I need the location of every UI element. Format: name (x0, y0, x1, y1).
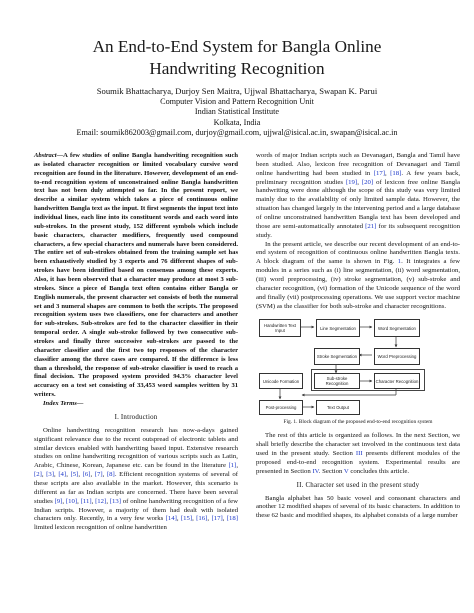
intro-paragraph: Online handwriting recognition research has now-a-days gained significant relevance due to the recent outspread of electronic tablets and similar devices enabled with handwriting based input. Extensive research studies on online handwriting recognition of various scripts such as Latin, Arabic, Chinese, Korean, Japanese etc. can be found in the literature [1], [2], [3], [4], [5], [6], [7], [8]. Efficient recognition systems of several of these scripts are also available in the market. However, this scenario is different as far as Indian scripts are concerned. There have been several studies [9], [10], [11], [12], [13] of online handwriting recognition of a few Indian scripts. However, a majority of them had dealt with isolated characters only. Recently, in a very few works [14], [15], [16], [17], [18] limited lexicon recognition of online handwritten (34, 426, 239, 532)
citation-link[interactable]: [15] (180, 515, 193, 523)
diagram-box-postprocess: Post-processing (259, 400, 303, 415)
citation-link[interactable]: [20] (361, 178, 374, 186)
right-column (256, 152, 460, 521)
author-block (0, 86, 474, 139)
right-paragraph-2: In the present article, we describe our recent development of an end-to-end system of recognition of continuous online handwritten Bangla texts. A block diagram of the same is shown in Fig. 1. It integrates a few modules in a series such as (i) line segmentation, (ii) word segmentation, (iii) word preprocessing, (iv) stroke segmentation, (v) sub-stroke and character recognition, (vi) formation of the Unicode sequence of the word and finally (vii) postprocessing operations. We use support vector machine (SVM) as the classifier for both sub-stroke and character recognitions. (256, 240, 460, 310)
section-reference-link[interactable]: V (343, 467, 349, 475)
citation-link[interactable]: [18] (226, 515, 239, 523)
right-paragraph-1: words of major Indian scripts such as Devanagari, Bangla and Tamil have been studied. Also, lexicon free recognition of Devanagari and Tamil online handwriting had been studied in [17], [18]. A few years back, preliminary recognition studies [19], [20] of lexicon free online Bangla handwriting were done although the scope of this study was very limited mainly due to the availability of only limited sample data. However, the situation has changed largely in the intervening period and a large database of online unconstrained handwritten Bangla text has been developed and those are semi-automatically annotated [21] for its subsequent recognition study. (256, 152, 461, 239)
index-terms: Index Terms— (43, 400, 84, 408)
citation-link[interactable]: [13] (109, 497, 122, 505)
citation-link[interactable]: [19] (345, 178, 358, 186)
citation-link[interactable]: [8] (106, 471, 115, 479)
citation-link[interactable]: [21] (365, 222, 377, 230)
diagram-box-word-preprocess: Word Preprocessing (374, 348, 420, 365)
block-diagram-figure (256, 315, 460, 415)
author-names: Soumik Bhattacharya, Durjoy Sen Maitra, Ujjwal Bhattacharya, Swapan K. Parui (96, 86, 378, 96)
citation-link[interactable]: [6] (82, 471, 91, 479)
diagram-box-unicode: Unicode Formation (259, 373, 303, 389)
citation-link[interactable]: [10] (65, 497, 78, 505)
citation-link[interactable]: [11] (80, 497, 92, 505)
affiliation-city: Kolkata, India (213, 117, 261, 127)
citation-link[interactable]: [18] (390, 169, 402, 177)
citation-link[interactable]: [17] (211, 515, 223, 523)
citation-link[interactable]: [1] (228, 462, 237, 470)
diagram-box-output: Text Output (316, 400, 360, 415)
affiliation-unit: Computer Vision and Pattern Recognition Unit (160, 96, 314, 106)
title-line-1: An End-to-End System for Bangla Online (92, 37, 382, 56)
diagram-box-word-seg: Word Segmentation (374, 319, 420, 337)
affiliation-institute: Indian Statistical Institute (194, 107, 280, 117)
diagram-box-char-rec: Character Recognition (374, 373, 420, 389)
diagram-box-line-seg: Line Segmentation (316, 319, 360, 337)
section-reference-link[interactable]: IV (312, 467, 319, 475)
citation-link[interactable]: [3] (46, 471, 55, 479)
section-heading-introduction: I. Introduction (114, 413, 158, 421)
abstract-label: Abstract (34, 152, 57, 159)
abstract-text: A few studies of online Bangla handwriting recognition such as isolated character recognition or limited vocabulary cursive word recognition are found in the literature. However, development of an end-to-end recognition system of unconstrained online Bangla handwritten text has not been duly attempted so far. In the present report, we describe a similar system which takes a piece of continuous online handwritten Bangla text as the input. It first segments the input text into individual lines, each line into its constituent words and each word into sub-strokes. In the present study, 152 different symbols which include basic characters, character modifiers, frequently used compound characters, a few special characters and numerals have been considered. The entire set of sub-strokes obtained from the training sample set has been exhaustively studied by 3 experts and 76 different shapes of sub-strokes have been identified based on consensus among these experts. Also, it has been observed that a character may produce at most 3 sub-strokes. Since a piece of Bangla text often contains either Bangla or English numerals, the present character set consists of both the numeral set and 3 numeral shapes are common to both the scripts. The proposed recognition system uses two classifiers, one for characters and another for sub-strokes. Sub-strokes are fed to the character classifier in their temporal order. A single sub-stroke followed by two consecutive sub-strokes and finally three successive sub-strokes are passed to the character classifier and the first two top responses of the character classifier among the three cases are compared. If the difference is less than a threshold, the response of sub-stroke classifier is used to reach a final decision. The proposed system provided 94.3% character level accuracy on a test set consisting of 33,453 word samples written by 31 writers. (34, 152, 238, 399)
title-line-2: Handwriting Recognition (149, 59, 325, 78)
diagram-box-stroke-seg: Stroke Segmentation (314, 348, 360, 365)
index-terms-label: Index Terms (43, 400, 77, 408)
diagram-box-substroke-rec: Sub-stroke Recognition (314, 373, 360, 389)
author-emails: Email: soumik862003@gmail.com, durjoy@gmail.com, ujjwal@isical.ac.in, swapan@isical.ac.in (76, 128, 398, 138)
citation-link[interactable]: [14] (165, 515, 177, 523)
citation-link[interactable]: [2] (34, 471, 42, 479)
right-paragraph-3: The rest of this article is organized as follows. In the next Section, we shall briefly describe the character set involved in the continuous text data used in the present study. Section III presents different modules of the proposed end-to-end recognition system. Experimental results are presented in Section IV. Section V concludes this article. (256, 432, 460, 475)
left-column (34, 152, 238, 533)
paper-title (0, 36, 474, 80)
citation-link[interactable]: [5] (70, 471, 79, 479)
citation-link[interactable]: [4] (58, 471, 67, 479)
section-reference-link[interactable]: III (355, 450, 363, 458)
citation-link[interactable]: [12] (95, 497, 107, 505)
citation-link[interactable]: [7] (94, 471, 103, 479)
figure-caption: Fig. 1. Block diagram of the proposed end-to-end recognition system (283, 419, 433, 426)
diagram-box-input: Handwritten Text Input (259, 319, 301, 337)
citation-link[interactable]: [17] (373, 169, 385, 177)
abstract: Abstract—A few studies of online Bangla handwriting recognition such as isolated character recognition or limited vocabulary cursive word recognition are found in the literature. However, development of an end-to-end recognition system of unconstrained online Bangla handwritten text has not been duly attempted so far. In the present report, we describe a similar system which takes a piece of continuous online handwritten Bangla text as the input. It first segments the input text into individual lines, each line into its constituent words and each word into sub-strokes. In the present study, 152 different symbols which include basic characters, character modifiers, frequently used compound characters, a few special characters and numerals have been considered. The entire set of sub-strokes obtained from the training sample set has been exhaustively studied by 3 experts and 76 different shapes of sub-strokes have been identified based on consensus among these experts. Also, it has been observed that a character may produce at most 3 sub-strokes. Since a piece of Bangla text often contains either Bangla or English numerals, the present character set consists of both the numeral set and 3 numeral shapes are common to both the scripts. The proposed recognition system uses two classifiers, one for characters and another for sub-strokes. Sub-strokes are fed to the character classifier in their temporal order. A single sub-stroke followed by two consecutive sub-strokes and finally three successive sub-strokes are passed to the character classifier and the first two top responses of the character classifier among the three cases are compared. If the difference is less than a threshold, the response of sub-stroke classifier is used to reach a final decision. The proposed system provided 94.3% character level accuracy on a test set consisting of 33,453 word samples written by 31 writers. (34, 152, 238, 399)
citation-link[interactable]: [16] (196, 515, 208, 523)
figure-reference-link[interactable]: 1 (397, 258, 402, 266)
section-heading-character-set: II. Character set used in the present study (296, 481, 420, 489)
citation-link[interactable]: [9] (54, 497, 63, 505)
right-paragraph-4: Bangla alphabet has 50 basic vowel and consonant characters and another 12 modified shapes of several of its basic characters. In addition to these 62 basic and modified shapes, its alphabet consists of a large number (256, 494, 460, 520)
